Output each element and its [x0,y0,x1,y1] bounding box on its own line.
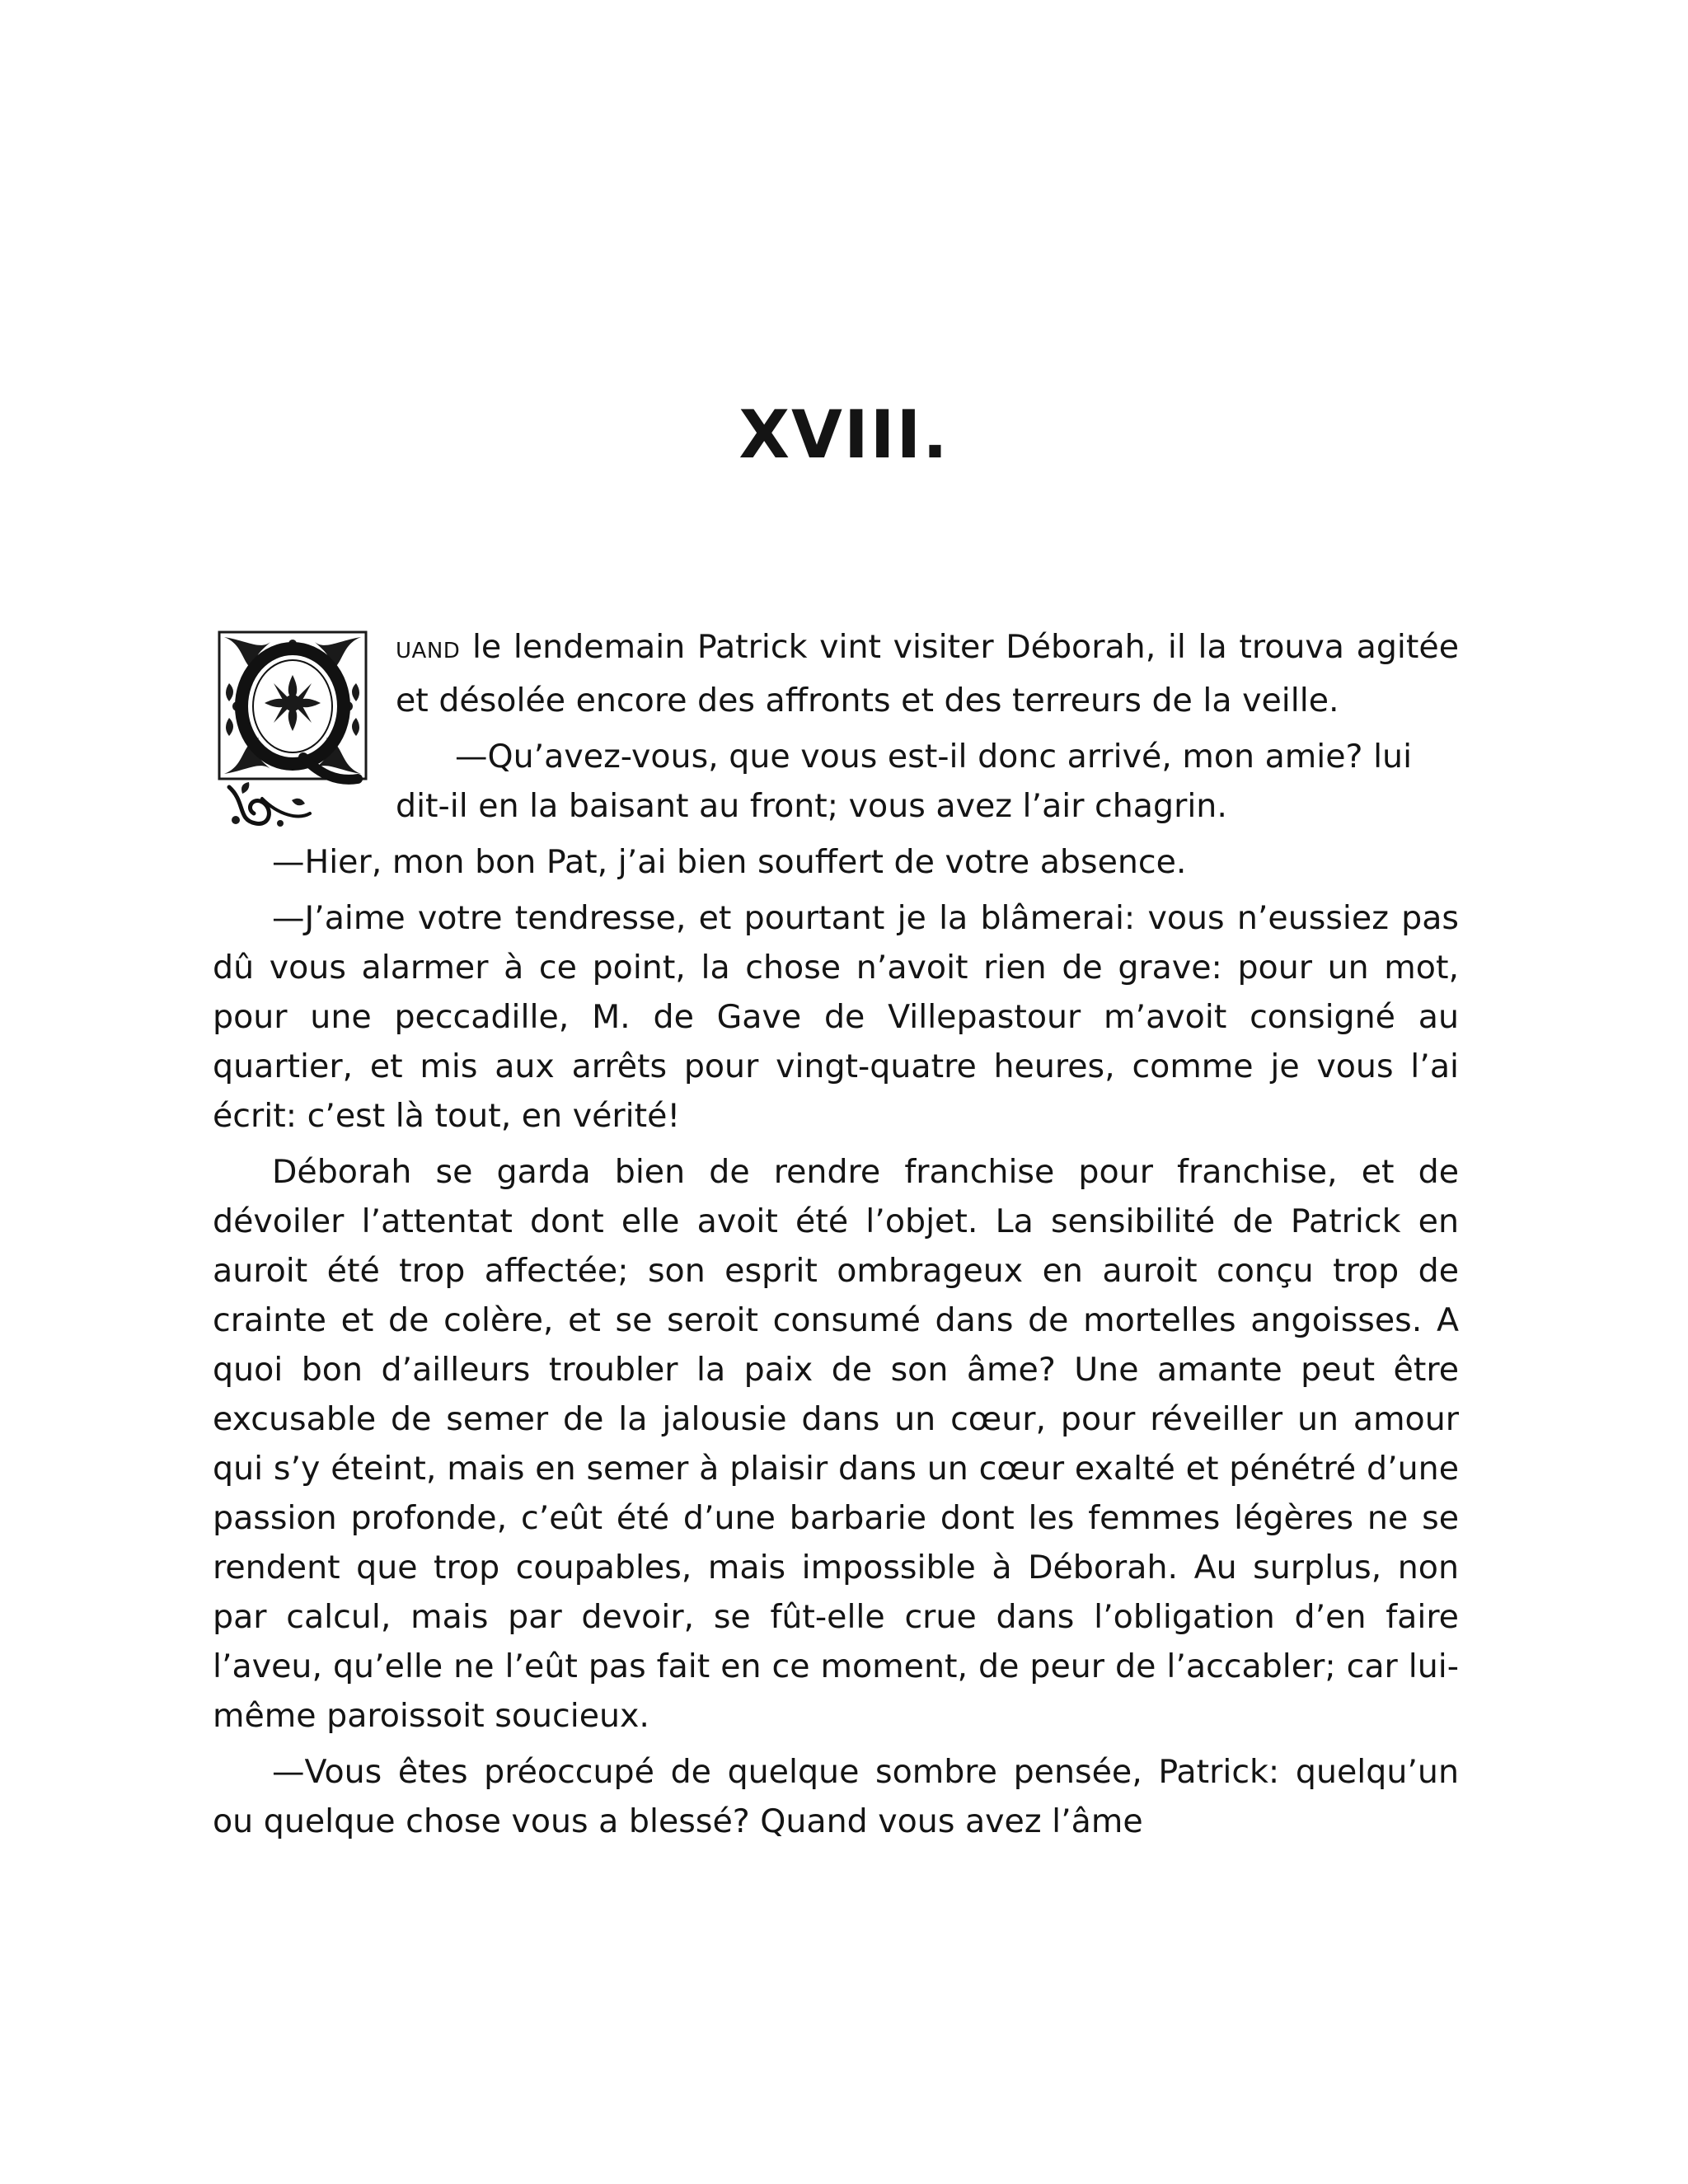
dialog-paragraph-2: —Hier, mon bon Pat, j’ai bien souffert de votre absence. [272,843,1187,881]
opening-smallcaps: UAND [396,639,461,663]
opening-paragraph [213,622,1459,725]
dialog-paragraph-1: —Qu’avez-vous, que vous est-il donc arrivé, mon amie? lui dit-il en la baisant au front; vous avez l’air chagrin. [396,738,1413,825]
chapter-text [213,622,1459,1846]
narrative-paragraph: Déborah se garda bien de rendre franchise pour franchise, et de dévoiler l’attentat dont elle avoit été l’objet. La sensibilité de Patrick en auroit été trop affectée; son esprit ombrageux en auroit conçu trop de crainte et de colère, et se seroit consumé dans de mortelles angoisses. A quoi bon d’ailleurs troubler la paix de son âme? Une amante peut être excusable de semer de la jalousie dans un cœur, pour réveiller un amour qui s’y éteint, mais en semer à plaisir dans un cœur exalté et pénétré d’une passion profonde, c’eût été d’une barbarie dont les femmes légères ne se rendent que trop coupables, mais impossible à Déborah. Au surplus, non par calcul, mais par devoir, se fût-elle crue dans l’obligation d’en faire l’aveu, qu’elle ne l’eût pas fait en ce moment, de peur de l’accabler; car lui-même paroissoit soucieux. [213,1153,1459,1735]
opening-text: le lendemain Patrick vint visiter Déborah, il la trouva agitée et désolée encore des affronts et des terreurs de la veille. [396,628,1459,719]
dialog-paragraph-4: —Vous êtes préoccupé de quelque sombre pensée, Patrick: quelqu’un ou quelque chose vous a blessé? Quand vous avez l’âme [213,1753,1459,1840]
chapter-title: XVIII. [738,396,950,473]
dialog-paragraph-3: —J’aime votre tendresse, et pourtant je la blâmerai: vous n’eussiez pas dû vous alarmer à ce point, la chose n’avoit rien de grave: pour un mot, pour une peccadille, M. de Gave de Villepastour m’avoit consigné au quartier, et mis aux arrêts pour vingt-quatre heures, comme je vous l’ai écrit: c’est là tout, en vérité! [213,899,1459,1135]
ornamental-drop-cap-q [213,626,376,830]
drop-cap-illustration [213,626,376,830]
